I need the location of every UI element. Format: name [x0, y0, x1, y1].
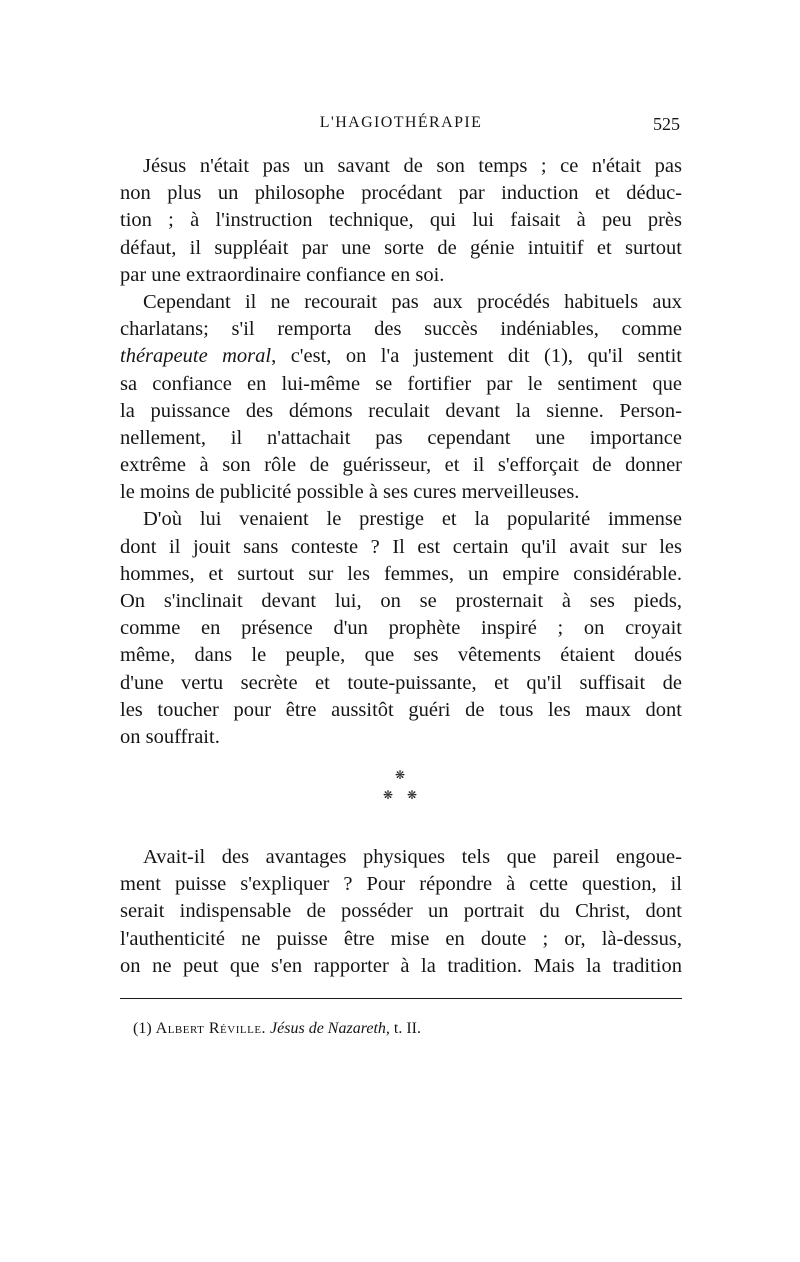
- text-line: sa confiance en lui-même se fortifier par le sentiment que: [120, 372, 682, 395]
- asterism-star-icon: ❋: [407, 788, 418, 802]
- running-title: L'HAGIOTHÉRAPIE: [319, 114, 483, 131]
- text-line: Jésus n'était pas un savant de son temps ; ce n'était pas: [143, 155, 682, 177]
- page-number: 525: [653, 114, 680, 134]
- text-line: on ne peut que s'en rapporter à la tradition. Mais la tradition: [120, 954, 682, 977]
- footnote-volume: t. II.: [393, 1020, 421, 1037]
- text-line: tion ; à l'instruction technique, qui lui faisait à peu près: [120, 209, 682, 232]
- text-line: nellement, il n'attachait pas cependant une importance: [120, 426, 682, 449]
- footnote-title: Jésus de Nazareth,: [270, 1020, 390, 1037]
- text-line: ment puisse s'expliquer ? Pour répondre à cette question, il: [120, 873, 682, 896]
- text-line: même, dans le peuple, que ses vêtements étaient doués: [120, 644, 682, 667]
- text-line: extrême à son rôle de guérisseur, et il s'efforçait de donner: [120, 454, 682, 477]
- text-line: D'où lui venaient le prestige et la popularité immense: [143, 508, 682, 531]
- text-line: hommes, et surtout sur les femmes, un empire considérable.: [120, 562, 682, 585]
- text-line: thérapeute moral, c'est, on l'a justement dit (1), qu'il sentit: [120, 345, 682, 368]
- footnote: [133, 1020, 421, 1038]
- running-head: [120, 114, 682, 144]
- section-break-ornament: [365, 768, 435, 812]
- text-line: on souffrait.: [120, 725, 220, 748]
- text-line: l'authenticité ne puisse être mise en doute ; or, là-dessus,: [120, 927, 682, 950]
- text-line: serait indispensable de posséder un portrait du Christ, dont: [120, 900, 682, 923]
- asterism-star-icon: ❋: [395, 768, 406, 782]
- text-line: défaut, il suppléait par une sorte de génie intuitif et surtout: [120, 236, 682, 259]
- asterism-star-icon: ❋: [383, 788, 394, 802]
- text-line: par une extraordinaire confiance en soi.: [120, 263, 445, 286]
- text-line: charlatans; s'il remporta des succès indéniables, comme: [120, 318, 682, 341]
- footnote-author: Albert Réville.: [155, 1020, 267, 1037]
- text-line: Avait-il des avantages physiques tels que pareil engoue-: [143, 846, 682, 868]
- text-line: d'une vertu secrète et toute-puissante, et qu'il suffisait de: [120, 671, 682, 694]
- body-text-continued: [120, 844, 682, 980]
- text-line: dont il jouit sans conteste ? Il est certain qu'il avait sur les: [120, 535, 682, 558]
- text-line: On s'inclinait devant lui, on se prosternait à ses pieds,: [120, 590, 682, 612]
- text-line: comme en présence d'un prophète inspiré ; on croyait: [120, 617, 682, 640]
- text-line: Cependant il ne recourait pas aux procédés habituels aux: [143, 290, 682, 313]
- text-line: la puissance des démons reculait devant la sienne. Person-: [120, 399, 682, 422]
- text-line: les toucher pour être aussitôt guéri de tous les maux dont: [120, 698, 682, 721]
- footnote-marker: (1): [133, 1020, 152, 1037]
- text-line: le moins de publicité possible à ses cures merveilleuses.: [120, 481, 580, 504]
- text-line: non plus un philosophe procédant par induction et déduc-: [120, 182, 682, 205]
- body-text: [120, 153, 682, 751]
- footnote-rule: [120, 998, 682, 999]
